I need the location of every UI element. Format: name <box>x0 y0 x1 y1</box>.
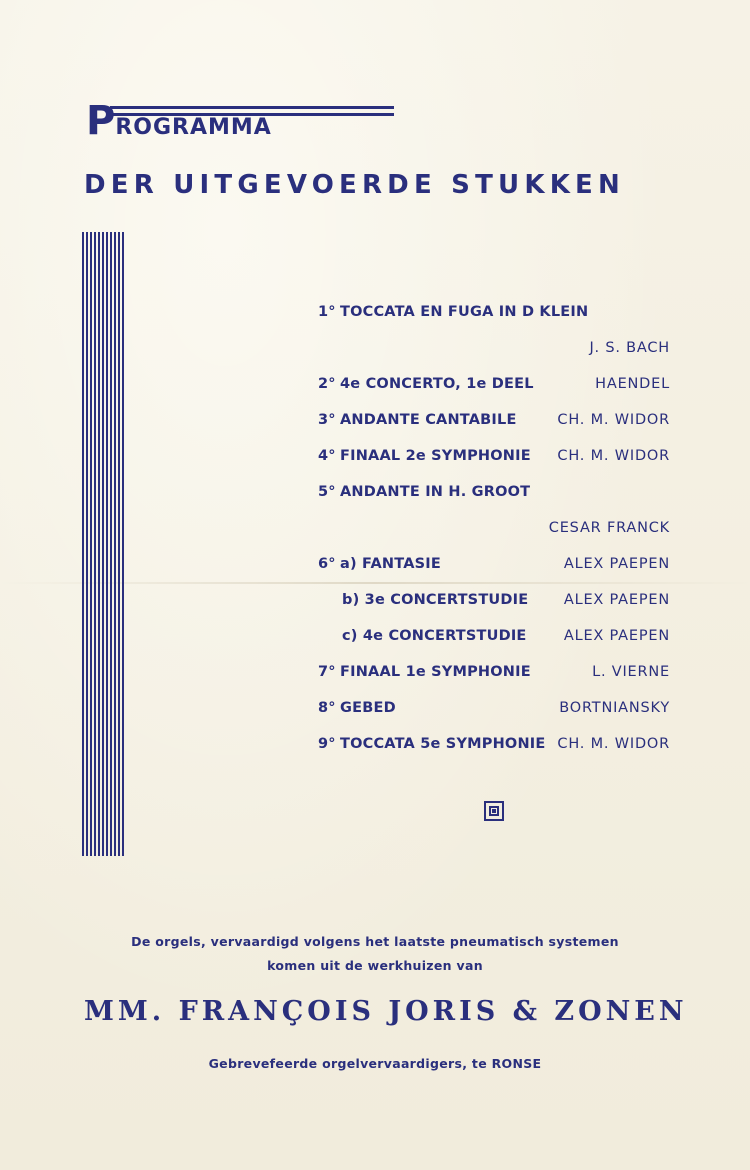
program-item-number: 1° <box>318 304 336 320</box>
program-item <box>318 664 678 700</box>
square-ornament-icon <box>484 801 504 821</box>
program-item <box>318 520 678 556</box>
program-item <box>318 412 678 448</box>
program-item <box>318 448 678 484</box>
program-item-composer: J. S. BACH <box>589 340 670 356</box>
program-item-composer: CESAR FRANCK <box>548 520 670 536</box>
program-item <box>318 700 678 736</box>
program-item <box>318 376 678 412</box>
program-item-composer: ALEX PAEPEN <box>563 628 670 644</box>
program-item-piece: 4e CONCERTO, 1e DEEL <box>340 376 534 392</box>
program-list <box>318 304 678 772</box>
program-item-number: 3° <box>318 412 336 428</box>
program-item-piece: ANDANTE CANTABILE <box>340 412 517 428</box>
organ-note-line-2: komen uit de werkhuizen van <box>267 958 483 973</box>
program-item-composer: ALEX PAEPEN <box>563 592 670 608</box>
program-item-piece: GEBED <box>340 700 396 716</box>
program-item-composer: CH. M. WIDOR <box>557 736 670 752</box>
program-item <box>318 484 678 520</box>
program-item-composer: ALEX PAEPEN <box>563 556 670 572</box>
organ-builder-subtitle: Gebrevefeerde orgelvervaardigers, te RONSE <box>208 1056 542 1071</box>
program-item-composer: CH. M. WIDOR <box>557 412 670 428</box>
program-item-piece: TOCCATA EN FUGA IN D KLEIN <box>340 304 589 320</box>
program-item-composer: HAENDEL <box>595 376 670 392</box>
program-subtitle: DER UITGEVOERDE STUKKEN <box>84 170 625 200</box>
program-item <box>318 340 678 376</box>
program-item-number: 2° <box>318 376 336 392</box>
title-rest: ROGRAMMA <box>115 115 272 140</box>
program-item-piece: FINAAL 1e SYMPHONIE <box>340 664 531 680</box>
organ-builder-name: MM. FRANÇOIS JORIS & ZONEN <box>84 996 688 1027</box>
decorative-vertical-bars <box>82 232 124 856</box>
program-item-number: 9° <box>318 736 336 752</box>
title-initial: P <box>86 98 116 144</box>
program-item-piece: ANDANTE IN H. GROOT <box>340 484 531 500</box>
program-item-number: 8° <box>318 700 336 716</box>
program-item-composer: L. VIERNE <box>592 664 670 680</box>
program-item <box>318 628 678 664</box>
program-item-composer: CH. M. WIDOR <box>557 448 670 464</box>
program-item-number: 4° <box>318 448 336 464</box>
program-item <box>318 592 678 628</box>
program-item-number: 7° <box>318 664 336 680</box>
program-item <box>318 736 678 772</box>
program-item-piece: FINAAL 2e SYMPHONIE <box>340 448 531 464</box>
program-item-piece: a) FANTASIE <box>340 556 441 572</box>
program-item-piece: b) 3e CONCERTSTUDIE <box>342 592 529 608</box>
program-item-piece: TOCCATA 5e SYMPHONIE <box>340 736 546 752</box>
program-item-number: 5° <box>318 484 336 500</box>
program-item <box>318 304 678 340</box>
organ-note-line-1: De orgels, vervaardigd volgens het laatste pneumatisch systemen <box>131 934 619 949</box>
program-item-piece: c) 4e CONCERTSTUDIE <box>342 628 527 644</box>
program-item <box>318 556 678 592</box>
program-item-composer: BORTNIANSKY <box>559 700 670 716</box>
program-item-number: 6° <box>318 556 336 572</box>
